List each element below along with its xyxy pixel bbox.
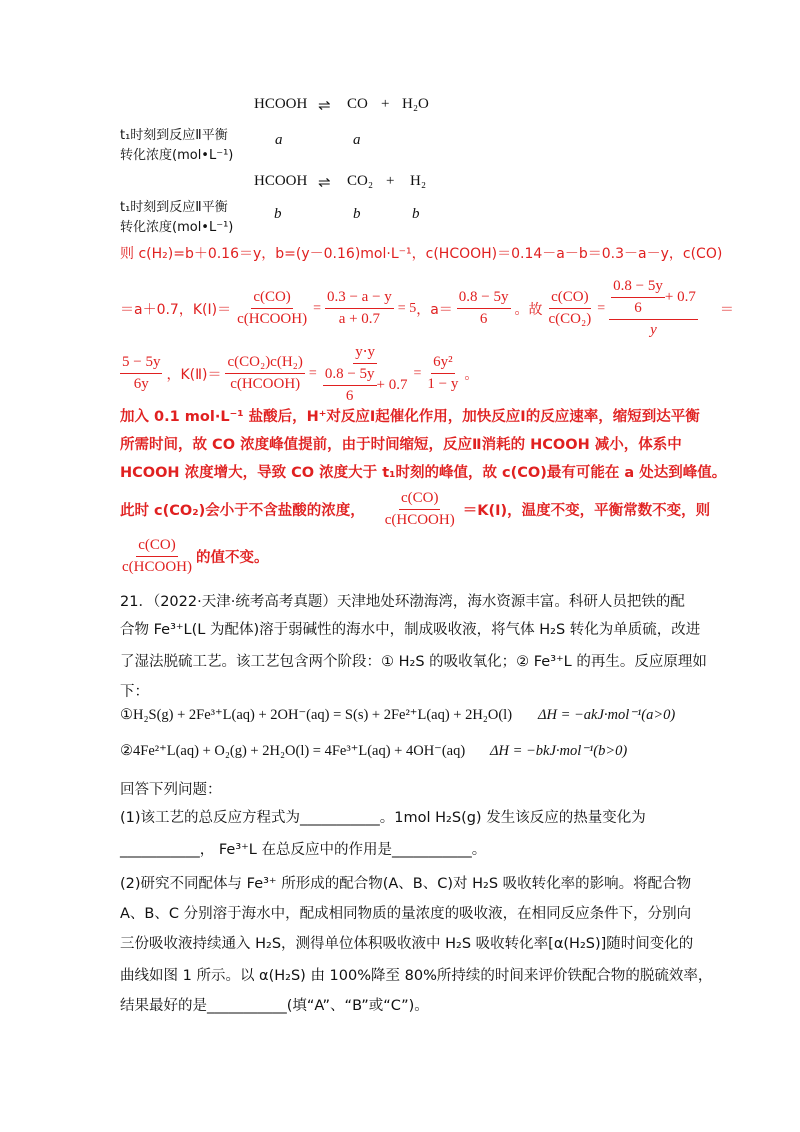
para3-text: 的值不变。	[195, 550, 269, 566]
frac-den: 6	[634, 300, 642, 316]
table1-val-1: a	[353, 132, 361, 148]
frac-num: c(CO)	[549, 289, 591, 309]
solution-line-1: 则 c(H₂)=b＋0.16＝y，b=(y－0.16)mol·L⁻¹，c(HCOOH)＝0.14－a－b＝0.3－a－y，c(CO)	[120, 246, 723, 262]
inner-fraction	[323, 366, 377, 405]
table2-label-1: t₁时刻到反应Ⅱ平衡	[120, 200, 228, 215]
frac-num: c(CO)	[136, 537, 178, 557]
kI-label: ＝a＋0.7，K(Ⅰ)＝	[120, 301, 232, 318]
table1-val-0: a	[275, 132, 283, 148]
table1-h-3: +	[381, 96, 390, 112]
para1-line-2: 所需时间，故 CO 浓度峰值提前，由于时间缩短，反应Ⅱ消耗的 HCOOH 减小，体系中	[120, 437, 682, 453]
frac-den: 6	[345, 388, 354, 404]
frac-den: 6	[479, 311, 488, 327]
fraction-kII-2	[321, 342, 410, 405]
frac-den: a + 0.7	[338, 311, 381, 327]
fraction-co-co2	[547, 289, 594, 328]
table1-h-4: H₂O	[402, 96, 429, 112]
q21-line-3: 了湿法脱硫工艺。该工艺包含两个阶段：① H₂S 的吸收氧化；② Fe³⁺L 的再生。反应原理如	[120, 654, 707, 670]
table2-val-0: b	[274, 206, 282, 222]
fraction-para2	[383, 490, 457, 529]
frac-num	[609, 278, 698, 320]
equation-2: ②4Fe²⁺L(aq) + O₂(g) + 2H₂O(l) = 4Fe³⁺L(aq) + 4OH⁻(aq)	[120, 743, 466, 759]
fraction-kI-1	[235, 289, 309, 328]
frac-den: 6y	[133, 376, 149, 392]
frac-num: y⋅y	[353, 342, 377, 364]
q21-part2-line-3: 三份吸收液持续通入 H₂S，测得单位体积吸收液中 H₂S 吸收转化率[α(H₂S)]随时间变化的	[120, 936, 694, 952]
table2-h-1: ⇌	[318, 175, 331, 191]
solution-line-2	[120, 278, 734, 339]
frac-den: c(HCOOH)	[237, 311, 308, 327]
frac-den: c(HCOOH)	[384, 512, 455, 528]
para1-line-3: HCOOH 浓度增大，导致 CO 浓度大于 t₁时刻的峰值，故 c(CO)最有可能在 a 处达到峰值。	[120, 465, 727, 481]
fraction-result	[120, 354, 162, 393]
period: 。	[464, 366, 479, 383]
q21-part1-line-1: (1)该工艺的总反应方程式为___________。1mol H₂S(g) 发生该反应的热量变化为	[120, 810, 646, 826]
para2-text-b: ＝K(Ⅰ)，温度不变，平衡常数不变，则	[462, 503, 711, 519]
equals: =	[413, 365, 422, 381]
q21-part2-line-1: (2)研究不同配体与 Fe³⁺ 所形成的配合物(A、B、C)对 H₂S 吸收转化率的影响。将配合物	[120, 876, 692, 892]
frac-num: 0.3 − a − y	[325, 289, 394, 309]
equals: =	[597, 300, 606, 316]
frac-num: 0.8 − 5y	[611, 278, 665, 298]
fraction-kII-1	[225, 354, 304, 393]
frac-den: c(HCOOH)	[122, 559, 192, 575]
para2-text-a: 此时 c(CO₂)会小于不含盐酸的浓度，	[120, 503, 365, 519]
q21-part1-line-2: ___________， Fe³⁺L 在总反应中的作用是___________。	[120, 842, 487, 858]
frac-num: c(CO)	[251, 289, 293, 309]
table1-h-2: CO	[347, 96, 368, 112]
frac-num: 6y²	[431, 354, 455, 374]
para2-line	[120, 490, 710, 529]
q21-line-4: 下：	[120, 684, 149, 700]
table2-label-2: 转化浓度(mol•L⁻¹)	[120, 220, 234, 235]
q21-line-2: 合物 Fe³⁺L(L 为配体)溶于弱碱性的海水中，制成吸收液，将气体 H₂S 转化为单质硫，改进	[120, 622, 701, 638]
table2-val-2: b	[412, 206, 420, 222]
answer-prompt: 回答下列问题：	[120, 782, 222, 798]
frac-num: 5 − 5y	[120, 354, 162, 374]
fraction-para3	[120, 537, 194, 576]
table1-h-0: HCOOH	[254, 96, 308, 112]
table2-h-2: CO₂	[347, 173, 374, 189]
fraction-a	[457, 289, 511, 328]
frac-den: 1 − y	[427, 376, 459, 392]
plus-term: + 0.7	[664, 289, 696, 305]
equation-1-dh: ΔH = −akJ·mol⁻¹(a>0)	[538, 707, 676, 723]
frac-num: c(CO₂)c(H₂)	[225, 354, 304, 374]
q21-part2-line-2: A、B、C 分别溶于海水中，配成相同物质的量浓度的吸收液，在相同反应条件下，分别向	[120, 906, 692, 922]
table2-h-3: +	[386, 173, 395, 189]
frac-num: c(CO)	[399, 490, 441, 510]
equals: =	[308, 365, 317, 381]
fraction-nested	[609, 278, 698, 339]
para3-line	[120, 537, 268, 576]
q21-part2-line-5: 结果最好的是___________(填“A”、“B”或“C”)。	[120, 998, 429, 1014]
table1-label-2: 转化浓度(mol•L⁻¹)	[120, 148, 234, 163]
table2-h-4: H₂	[410, 173, 427, 189]
kII-label: ，K(Ⅱ)＝	[166, 366, 222, 383]
frac-den: y	[650, 322, 657, 338]
solution-line-3	[120, 342, 478, 405]
frac-num: 0.8 − 5y	[457, 289, 511, 309]
fraction-kI-2	[325, 289, 394, 328]
table1-h-1: ⇌	[318, 98, 331, 114]
frac-den: c(HCOOH)	[230, 376, 301, 392]
fraction-kII-3	[425, 354, 460, 393]
frac-den: c(CO₂)	[548, 311, 592, 327]
frac-num: 0.8 − 5y	[323, 366, 377, 386]
inner-fraction	[611, 278, 665, 317]
plus-term: + 0.7	[376, 377, 408, 393]
table1-label-1: t₁时刻到反应Ⅱ平衡	[120, 128, 228, 143]
therefore-label: 。故	[514, 301, 543, 318]
a-label: ，a＝	[416, 301, 453, 318]
frac-den	[321, 364, 410, 405]
para1-line-1: 加入 0.1 mol·L⁻¹ 盐酸后，H⁺对反应Ⅰ起催化作用，加快反应Ⅰ的反应速率，缩短到达平衡	[120, 409, 700, 425]
table2-val-1: b	[353, 206, 361, 222]
equals-end: ＝	[719, 301, 734, 318]
table2-h-0: HCOOH	[254, 173, 308, 189]
q21-line-1: 21．（2022·天津·统考高考真题）天津地处环渤海湾，海水资源丰富。科研人员把铁的配	[120, 594, 685, 610]
equation-1: ①H₂S(g) + 2Fe³⁺L(aq) + 2OH⁻(aq) = S(s) + 2Fe²⁺L(aq) + 2H₂O(l)	[120, 707, 513, 723]
equals: =	[313, 300, 321, 316]
equals-5: = 5	[397, 300, 417, 316]
equation-2-dh: ΔH = −bkJ·mol⁻¹(b>0)	[490, 743, 628, 759]
q21-part2-line-4: 曲线如图 1 所示。以 α(H₂S) 由 100%降至 80%所持续的时间来评价铁配合物的脱硫效率，	[120, 968, 713, 984]
